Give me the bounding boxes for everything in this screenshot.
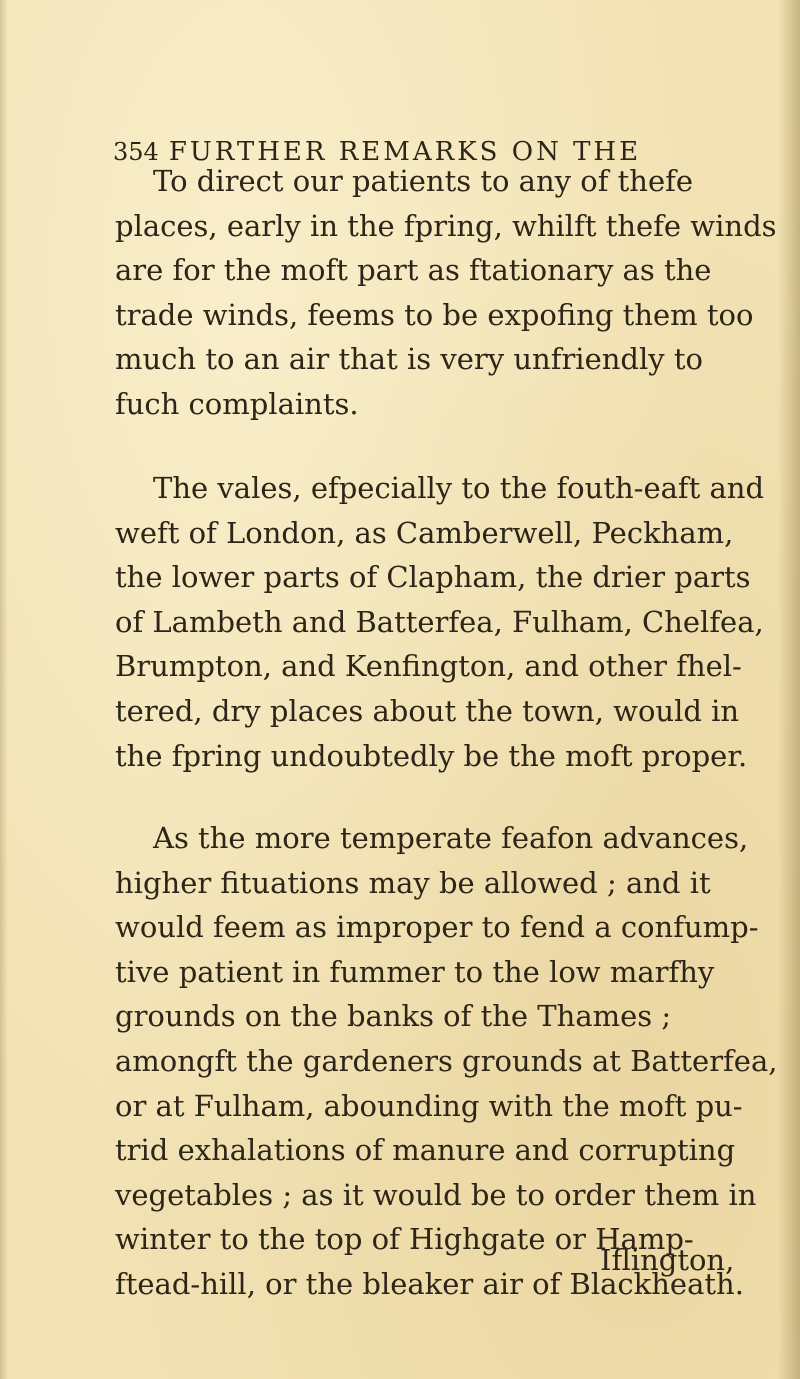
page-edge-shadow bbox=[778, 0, 800, 1379]
text-line: the lower parts of Clapham, the drier parts bbox=[115, 560, 751, 595]
text-line: fuch complaints. bbox=[115, 386, 359, 421]
text-line: weft of London, as Camberwell, Peckham, bbox=[115, 515, 734, 550]
text-line: grounds on the banks of the Thames ; bbox=[115, 999, 672, 1034]
text-line: the fpring undoubtedly be the moft proper. bbox=[115, 738, 748, 773]
paragraph-3 bbox=[115, 816, 778, 1307]
text-line: The vales, efpecially to the fouth-eaft and bbox=[153, 471, 765, 505]
text-line: much to an air that is very unfriendly to bbox=[115, 342, 703, 377]
text-line: trid exhalations of manure and corrupting bbox=[115, 1133, 736, 1168]
text-line: tive patient in fummer to the low marfhy bbox=[115, 954, 715, 989]
text-line: winter to the top of Highgate or Hamp- bbox=[115, 1222, 694, 1257]
text-line: amongft the gardeners grounds at Batterfea, bbox=[115, 1043, 778, 1078]
text-line: of Lambeth and Batterfea, Fulham, Chelfea, bbox=[115, 604, 764, 639]
paragraph-1 bbox=[115, 159, 777, 427]
page-number: 354 bbox=[113, 138, 159, 166]
paragraph-2 bbox=[115, 466, 765, 778]
running-title: FURTHER REMARKS ON THE bbox=[168, 137, 642, 167]
text-line: are for the moft part as ftationary as the bbox=[115, 253, 712, 288]
text-line: vegetables ; as it would be to order them in bbox=[115, 1177, 757, 1212]
text-line: higher fituations may be allowed ; and it bbox=[115, 865, 711, 900]
text-line: or at Fulham, abounding with the moft pu- bbox=[115, 1088, 743, 1123]
text-line: Brumpton, and Kenfington, and other fhel- bbox=[115, 649, 742, 684]
text-line: ftead-hill, or the bleaker air of Blackheath. bbox=[115, 1266, 744, 1301]
text-line: trade winds, feems to be expofing them too bbox=[115, 297, 754, 332]
text-line: places, early in the fpring, whilft thefe winds bbox=[115, 208, 777, 243]
catchword: Iflington, bbox=[600, 1243, 735, 1277]
text-line: To direct our patients to any of thefe bbox=[153, 164, 694, 198]
page-gutter-shadow bbox=[0, 0, 8, 1379]
text-line: tered, dry places about the town, would in bbox=[115, 693, 740, 728]
text-line: As the more temperate feafon advances, bbox=[153, 821, 749, 855]
text-line: would feem as improper to fend a confump- bbox=[115, 910, 759, 945]
